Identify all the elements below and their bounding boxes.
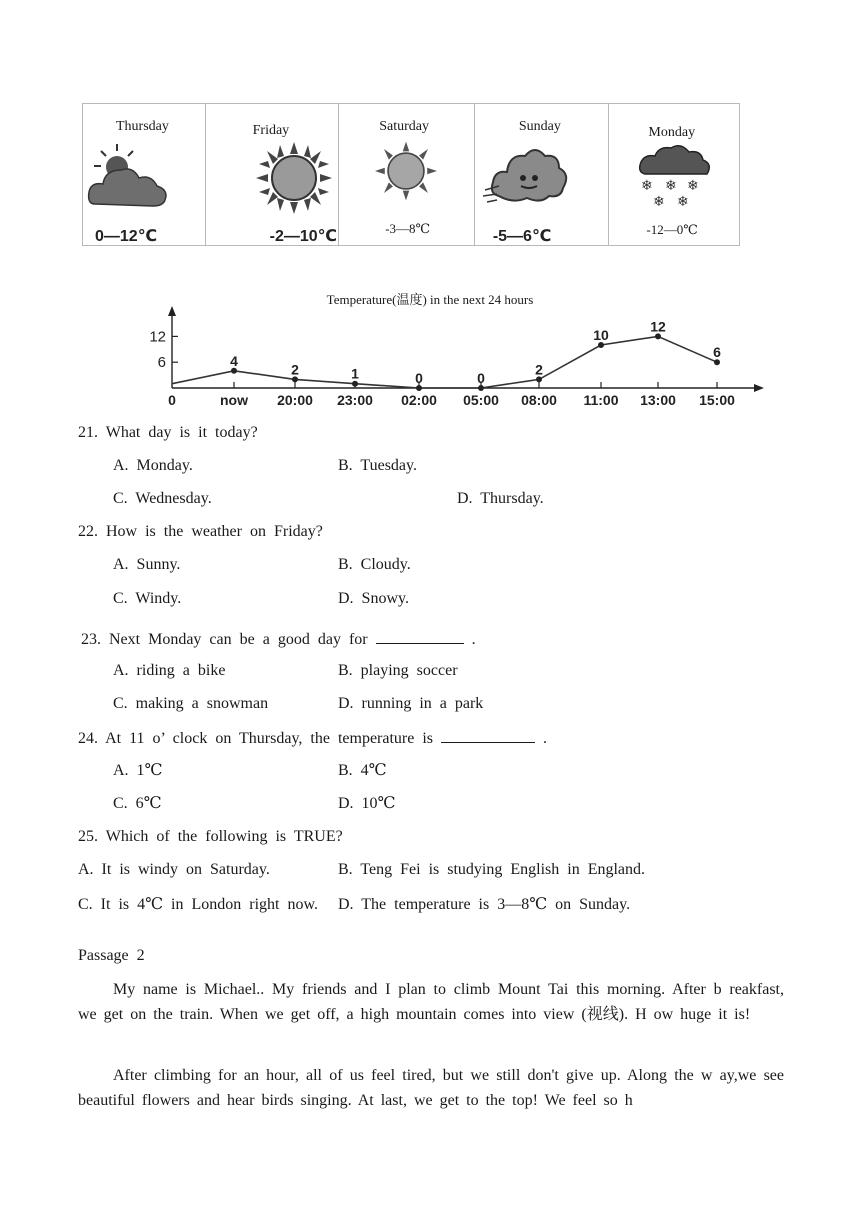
temperature-line-chart: [140, 306, 770, 410]
option-25-d: D. The temperature is 3—8℃ on Sunday.: [338, 896, 631, 913]
data-label: 12: [650, 318, 666, 335]
question-22-stem: 22. How is the weather on Friday?: [78, 523, 323, 540]
question-24-period: .: [543, 730, 548, 747]
svg-text:❄: ❄: [677, 194, 690, 210]
temp-range: -12—0℃: [646, 222, 698, 237]
x-tick-label: 15:00: [699, 392, 735, 408]
temp-range: 0—12℃: [95, 228, 158, 245]
answer-blank[interactable]: [441, 728, 535, 743]
option-23-c: C. making a snowman: [113, 695, 269, 712]
day-label: Thursday: [116, 119, 169, 134]
weather-cell-saturday: [339, 104, 475, 245]
x-tick-label: 0: [168, 392, 176, 408]
question-23-period: .: [471, 631, 476, 648]
question-24-stem: [78, 728, 547, 748]
y-tick-label: 12: [149, 328, 166, 346]
data-label: 4: [230, 352, 238, 369]
option-23-b: B. playing soccer: [338, 662, 458, 679]
snow-cloud-icon: [637, 144, 713, 210]
option-21-a: A. Monday.: [113, 457, 193, 474]
data-label: 0: [477, 370, 485, 386]
data-label: 1: [351, 365, 359, 382]
weather-cell-monday: [609, 104, 739, 245]
x-axis-arrow: [754, 384, 764, 392]
x-tick-label: 05:00: [463, 392, 499, 408]
svg-text:❄: ❄: [665, 178, 678, 194]
x-tick-label: 02:00: [401, 392, 437, 408]
option-23-a: A. riding a bike: [113, 662, 226, 679]
weather-cell-thursday: [83, 104, 206, 245]
svg-text:❄: ❄: [653, 194, 666, 210]
option-24-d: D. 10℃: [338, 795, 396, 812]
option-24-b: B. 4℃: [338, 762, 387, 779]
option-21-b: B. Tuesday.: [338, 457, 417, 474]
svg-text:❄: ❄: [641, 178, 654, 194]
option-22-b: B. Cloudy.: [338, 556, 411, 573]
question-23-stem: [81, 629, 476, 649]
passage-heading: Passage 2: [78, 947, 145, 964]
option-21-c: C. Wednesday.: [113, 490, 212, 507]
temp-range: -3—8℃: [385, 221, 431, 236]
x-tick-label: 13:00: [640, 392, 676, 408]
weather-cell-friday: [206, 104, 340, 245]
y-axis-arrow: [168, 306, 176, 316]
option-25-a: A. It is windy on Saturday.: [78, 861, 270, 878]
option-23-d: D. running in a park: [338, 695, 484, 712]
x-tick-label: now: [220, 392, 248, 408]
weather-cell-sunday: [475, 104, 610, 245]
question-21-stem: 21. What day is it today?: [78, 424, 258, 441]
question-24-text: 24. At 11 o’ clock on Thursday, the temperature is: [78, 730, 434, 747]
chart-title: Temperature(温度) in the next 24 hours: [326, 292, 534, 307]
weather-forecast-table: [82, 103, 740, 246]
sun-behind-cloud-icon: [87, 142, 169, 212]
passage-paragraph-1: My name is Michael.. My friends and I plan to climb Mount Tai this morning. After b reakfast, we get on the train. When we get off, a high mountain comes into view (视线). H ow huge it is!: [78, 981, 784, 1023]
passage-paragraph-2: After climbing for an hour, all of us feel tired, but we still don't give up. Along the w ay,we see beautiful flowers and hear birds singing. At last, we get to the top! We feel so h: [78, 1067, 784, 1109]
day-label: Sunday: [518, 119, 561, 134]
day-label: Friday: [252, 123, 290, 138]
day-label: Saturday: [379, 119, 429, 134]
option-25-c: C. It is 4℃ in London right now.: [78, 896, 318, 913]
question-25-stem: 25. Which of the following is TRUE?: [78, 828, 343, 845]
x-tick-label: 20:00: [277, 392, 313, 408]
option-25-b: B. Teng Fei is studying English in England.: [338, 861, 646, 878]
data-label: 10: [593, 327, 609, 343]
x-tick-label: 23:00: [337, 392, 373, 408]
option-22-c: C. Windy.: [113, 590, 182, 607]
sun-icon: [375, 140, 437, 202]
series-line: [172, 336, 717, 388]
temp-range: -5—6℃: [492, 228, 552, 245]
svg-text:❄: ❄: [687, 178, 700, 194]
question-23-text: 23. Next Monday can be a good day for: [81, 631, 368, 648]
option-24-a: A. 1℃: [113, 762, 163, 779]
data-label: 2: [535, 361, 543, 378]
answer-blank[interactable]: [376, 629, 464, 644]
x-tick-label: 08:00: [521, 392, 557, 408]
sun-icon: [256, 142, 332, 214]
x-tick-label: 11:00: [583, 392, 619, 408]
y-tick-label: 6: [157, 354, 166, 372]
temp-range: -2—10℃: [269, 228, 338, 245]
option-24-c: C. 6℃: [113, 795, 162, 812]
day-label: Monday: [648, 125, 696, 140]
option-22-a: A. Sunny.: [113, 556, 181, 573]
option-22-d: D. Snowy.: [338, 590, 409, 607]
data-label: 6: [713, 344, 721, 361]
windy-cloud-icon: [483, 140, 569, 210]
data-label: 0: [415, 370, 423, 386]
data-label: 2: [291, 361, 299, 378]
option-21-d: D. Thursday.: [457, 490, 544, 507]
